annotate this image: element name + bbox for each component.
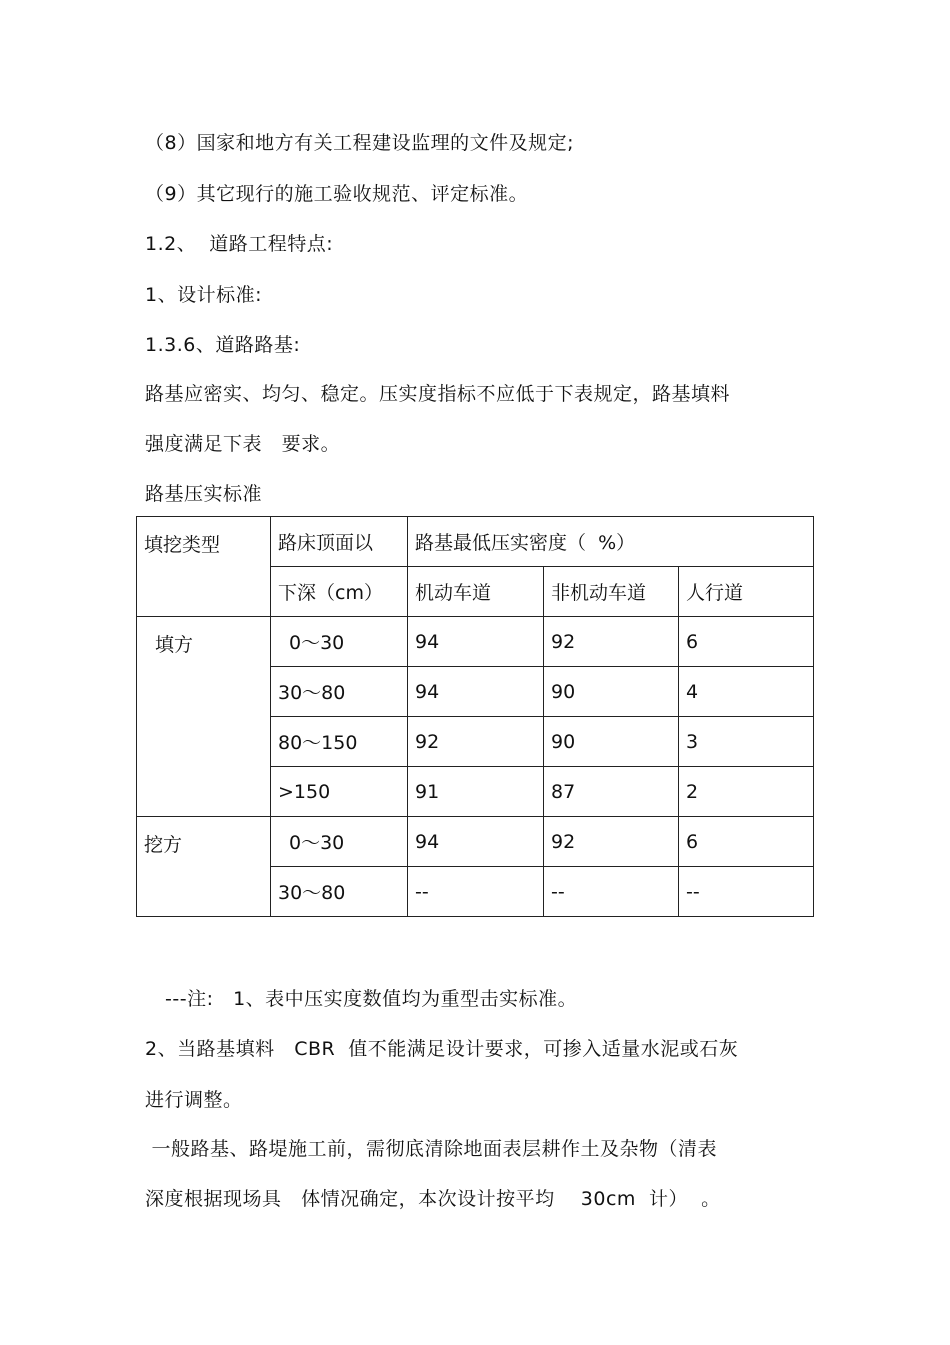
note-line-2: 2、当路基填料 CBR 值不能满足设计要求，可掺入适量水泥或石灰 (145, 1038, 739, 1060)
header-depth-line2: 下深（cm） (271, 567, 408, 617)
nonmotor-value: 87 (544, 767, 679, 817)
compaction-table (136, 516, 814, 917)
paragraph-item-8: （8）国家和地方有关工程建设监理的文件及规定; (145, 132, 574, 154)
depth-cell: 80～150 (271, 717, 408, 767)
note-line-3: 进行调整。 (145, 1089, 243, 1111)
sidewalk-value: 3 (679, 717, 814, 767)
depth-cell: 0～30 (271, 617, 408, 667)
motor-value: -- (408, 867, 544, 917)
note-line-4: 一般路基、路堤施工前，需彻底清除地面表层耕作土及杂物（清表 (145, 1138, 718, 1160)
motor-value: 91 (408, 767, 544, 817)
sidewalk-value: 6 (679, 617, 814, 667)
nonmotor-value: 92 (544, 617, 679, 667)
nonmotor-value: -- (544, 867, 679, 917)
nonmotor-value: 92 (544, 817, 679, 867)
header-sidewalk: 人行道 (679, 567, 814, 617)
nonmotor-value: 90 (544, 667, 679, 717)
table-row (137, 817, 814, 867)
table-header-row-1 (137, 517, 814, 567)
body-text-line-1: 路基应密实、均匀、稳定。压实度指标不应低于下表规定，路基填料 (145, 383, 731, 405)
sidewalk-value: 6 (679, 817, 814, 867)
sidewalk-value: 2 (679, 767, 814, 817)
header-depth-line1: 路床顶面以 (271, 517, 408, 567)
motor-value: 94 (408, 817, 544, 867)
header-motor-lane: 机动车道 (408, 567, 544, 617)
depth-cell: 30～80 (271, 867, 408, 917)
sidewalk-value: -- (679, 867, 814, 917)
section-heading-1-3-6: 1.3.6、道路路基: (145, 334, 301, 356)
body-text-line-2: 强度满足下表 要求。 (145, 433, 341, 455)
depth-cell: 0～30 (271, 817, 408, 867)
motor-value: 94 (408, 617, 544, 667)
paragraph-item-9: （9）其它现行的施工验收规范、评定标准。 (145, 183, 529, 205)
cut-label: 挖方 (137, 817, 271, 917)
table-caption: 路基压实标准 (145, 483, 263, 505)
sidewalk-value: 4 (679, 667, 814, 717)
motor-value: 94 (408, 667, 544, 717)
section-heading-1-2: 1.2、 道路工程特点: (145, 233, 334, 255)
note-line-5: 深度根据现场具 体情况确定，本次设计按平均 30cm 计） 。 (145, 1188, 721, 1210)
fill-label: 填方 (137, 617, 271, 817)
table-row (137, 617, 814, 667)
subheading-design-standard: 1、设计标准: (145, 284, 262, 306)
note-line-1: ---注: 1、表中压实度数值均为重型击实标准。 (165, 988, 578, 1010)
depth-cell: 30～80 (271, 667, 408, 717)
depth-cell: >150 (271, 767, 408, 817)
motor-value: 92 (408, 717, 544, 767)
nonmotor-value: 90 (544, 717, 679, 767)
header-fill-cut-type: 填挖类型 (137, 517, 271, 617)
header-nonmotor-lane: 非机动车道 (544, 567, 679, 617)
header-min-density: 路基最低压实密度（ %） (408, 517, 814, 567)
